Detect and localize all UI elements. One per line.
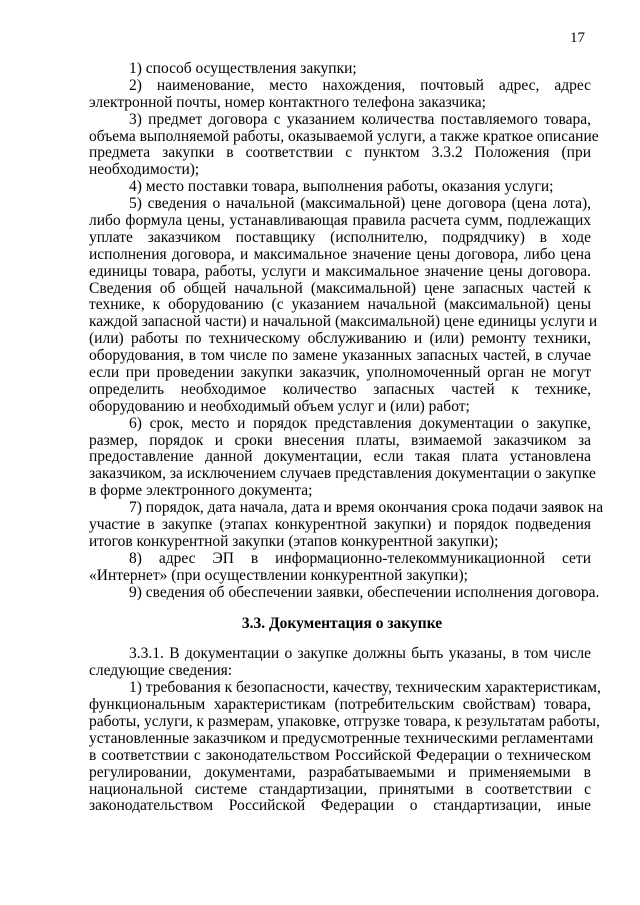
text-line: заказчиком, за исключением случаев представления документации о закупке [89, 465, 596, 483]
text-line: Сведения об общей начальной (максимальной) цене запасных частей к [89, 279, 591, 297]
page-number: 17 [570, 30, 585, 46]
text-line: 1) требования к безопасности, качеству, техническим характеристикам, [129, 679, 601, 697]
text-line: предоставление данной документации, если такая плата установлена [89, 448, 591, 466]
text-line: объема выполняемой работы, оказываемой услуги, а также краткое описание [89, 127, 599, 145]
text-line: либо формула цены, устанавливающая правила расчета сумм, подлежащих [89, 212, 591, 230]
text-line: 4) место поставки товара, выполнения работы, оказания услуги; [129, 178, 554, 196]
text-line: «Интернет» (при осуществлении конкурентной закупки); [89, 566, 468, 584]
text-line: 1) способ осуществления закупки; [129, 60, 357, 77]
text-line: 9) сведения об обеспечении заявки, обеспечении исполнения договора. [129, 583, 600, 601]
text-line: технике, к оборудованию (с указанием начальной (максимальной) цены [89, 296, 591, 314]
text-line: в соответствии с законодательством Российской Федерации о техническом [89, 746, 591, 764]
text-line: единицы товара, работы, услуги и максимальное значение цены договора. [89, 262, 591, 280]
text-line: 7) порядок, дата начала, дата и время окончания срока подачи заявок на [129, 499, 604, 517]
text-line: установленные заказчиком и предусмотренные техническими регламентами [89, 729, 594, 747]
text-line: 3.3.1. В документации о закупке должны быть указаны, в том числе [129, 645, 591, 663]
text-line: исполнения договора, и максимальное значение цены договора, либо цена [89, 245, 591, 263]
requirements-list [89, 60, 604, 602]
text-line: оборудованию и необходимый объем услуг и (или) работ; [89, 397, 470, 415]
section-heading: 3.3. Документация о закупке [241, 614, 443, 632]
text-line: 3) предмет договора с указанием количества поставляемого товара, [129, 110, 591, 128]
text-line: регулировании, документами, разрабатываемыми и применяемыми в [89, 763, 591, 781]
text-line: 2) наименование, место нахождения, почтовый адрес, адрес [129, 76, 591, 94]
text-line: каждой запасной части) и начальной (максимальной) цене единицы услуги и [89, 313, 598, 331]
text-line: в форме электронного документа; [89, 482, 313, 500]
text-line: если при проведении закупки заказчик, уполномоченный орган не могут [89, 364, 591, 382]
text-line: 6) срок, место и порядок представления документации о закупке, [129, 414, 591, 432]
text-line: итогов конкурентной закупки (этапов конкурентной закупки); [89, 532, 499, 550]
text-line: оборудования, в том числе по замене указанных запасных частей, в случае [89, 347, 591, 365]
text-line: 8) адрес ЭП в информационно-телекоммуникационной сети [129, 549, 591, 567]
text-line: определить необходимое количество запасных частей к технике, [89, 380, 591, 398]
text-line: необходимости); [89, 161, 200, 179]
section-body [89, 645, 601, 815]
text-line: национальной системе стандартизации, принятыми в соответствии с [89, 780, 591, 798]
text-line: (или) работы по техническому обслуживанию и (или) ремонту техники, [89, 330, 591, 348]
document-body [89, 60, 604, 815]
text-line: размер, порядок и сроки внесения платы, взимаемой заказчиком за [89, 431, 591, 449]
text-line: предмета закупки в соответствии с пунктом 3.3.2 Положения (при [89, 144, 591, 162]
text-line: участие в закупке (этапах конкурентной закупки) и порядок подведения [89, 516, 591, 534]
text-line: 5) сведения о начальной (максимальной) цене договора (цена лота), [129, 195, 591, 213]
text-line: электронной почты, номер контактного телефона заказчика; [89, 93, 486, 111]
text-line: следующие сведения: [89, 662, 233, 680]
text-line: работы, услуги, к размерам, упаковке, отгрузке товара, к результатам работы, [89, 712, 600, 730]
text-line: законодательством Российской Федерации о стандартизации, иные [89, 797, 591, 815]
text-line: функциональным характеристикам (потребительским свойствам) товара, [89, 696, 591, 714]
text-line: уплате заказчиком поставщику (исполнителю, подрядчику) в ходе [89, 228, 591, 246]
